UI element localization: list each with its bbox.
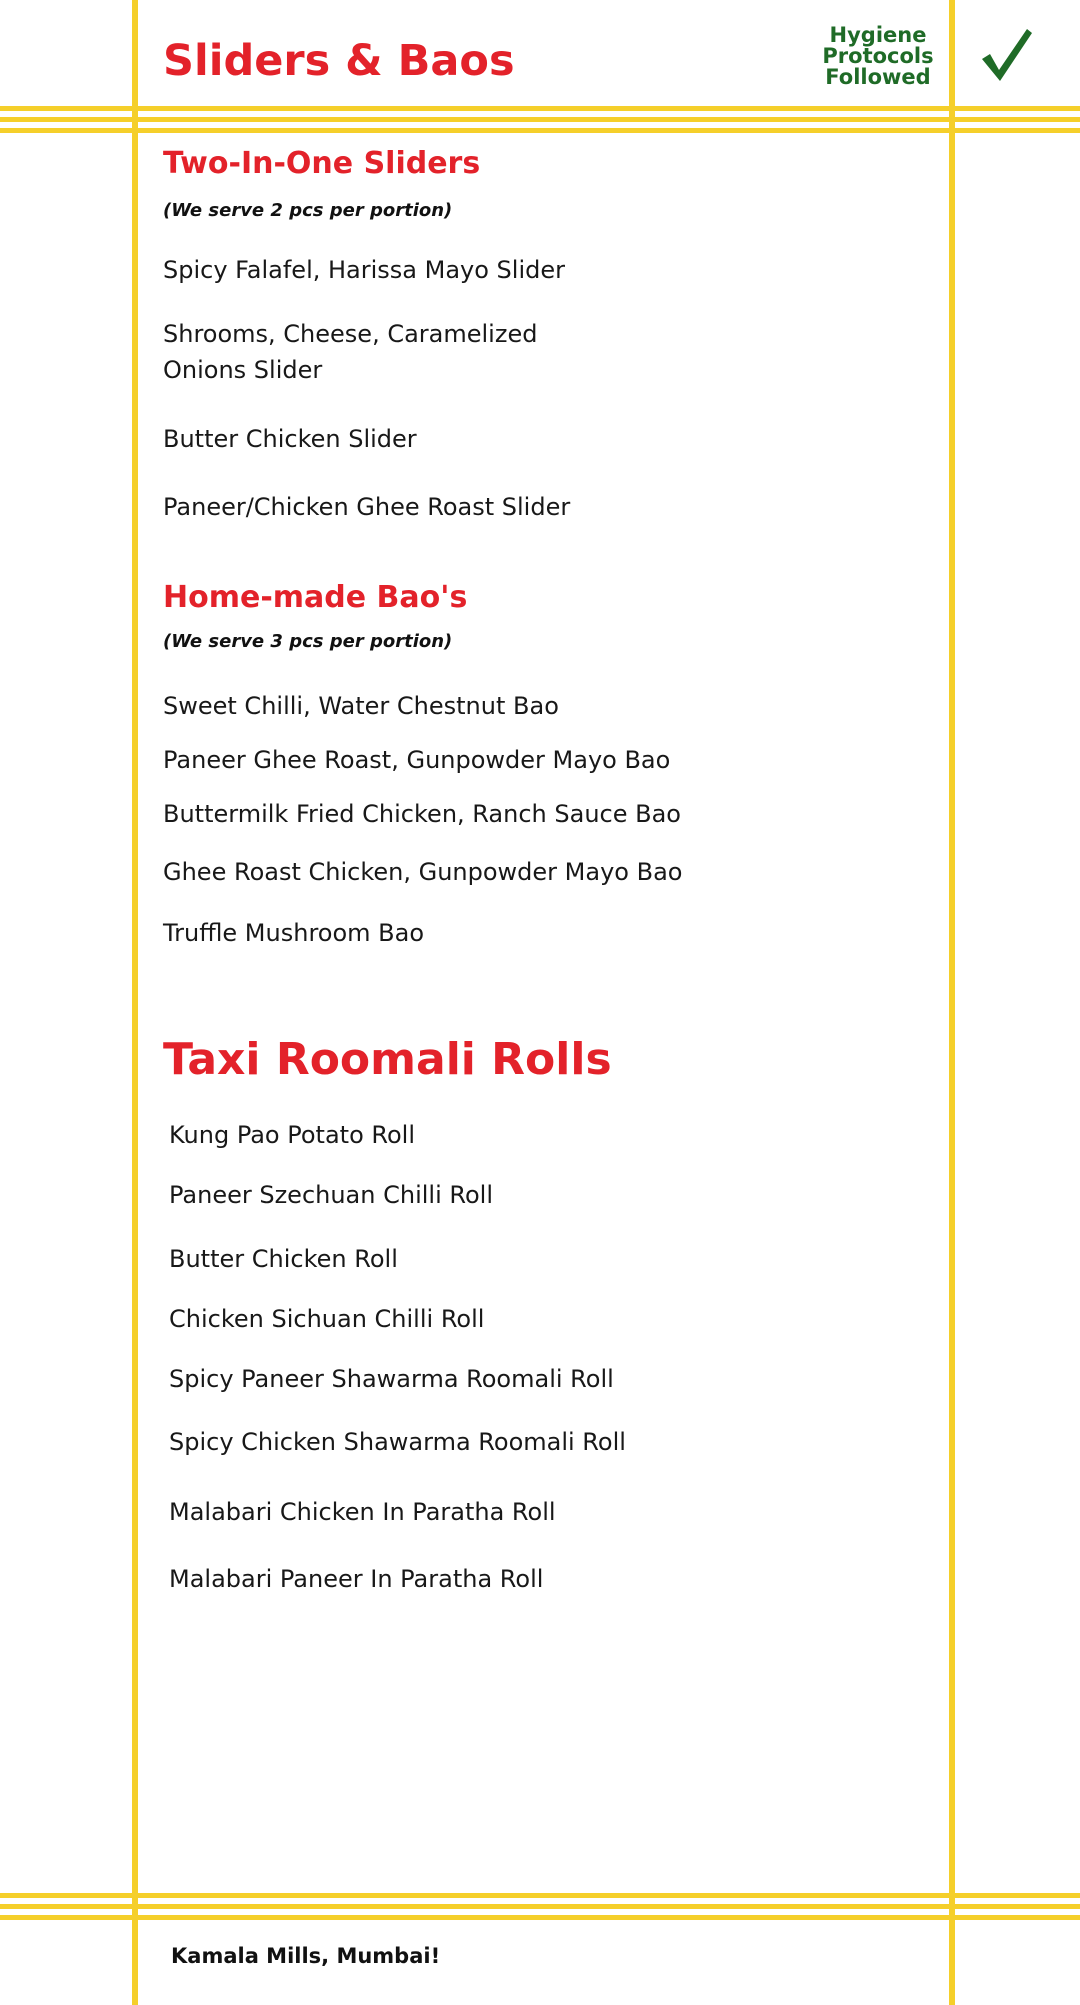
menu-item: Ghee Roast Chicken, Gunpowder Mayo Bao bbox=[163, 858, 683, 886]
frame-stripe bbox=[0, 1893, 1080, 1898]
menu-item: Onions Slider bbox=[163, 356, 323, 384]
footer-location: Kamala Mills, Mumbai! bbox=[171, 1944, 441, 1968]
frame-stripe bbox=[0, 117, 1080, 122]
menu-item: Shrooms, Cheese, Caramelized bbox=[163, 320, 538, 348]
menu-item: Truffle Mushroom Bao bbox=[163, 919, 425, 947]
menu-item: Spicy Falafel, Harissa Mayo Slider bbox=[163, 256, 565, 284]
menu-item: Butter Chicken Slider bbox=[163, 425, 417, 453]
menu-item: Butter Chicken Roll bbox=[169, 1245, 398, 1273]
menu-item: Paneer/Chicken Ghee Roast Slider bbox=[163, 493, 571, 521]
frame-line-left bbox=[132, 0, 138, 2005]
section-note-baos: (We serve 3 pcs per portion) bbox=[163, 631, 453, 652]
menu-item: Kung Pao Potato Roll bbox=[169, 1121, 415, 1149]
hygiene-badge bbox=[808, 25, 948, 88]
checkmark-icon bbox=[978, 25, 1034, 85]
hygiene-line: Followed bbox=[825, 65, 931, 89]
menu-item: Chicken Sichuan Chilli Roll bbox=[169, 1305, 485, 1333]
section-heading-sliders: Two-In-One Sliders bbox=[163, 146, 481, 181]
frame-stripe bbox=[0, 1904, 1080, 1909]
menu-item: Malabari Chicken In Paratha Roll bbox=[169, 1498, 556, 1526]
page-title: Sliders & Baos bbox=[163, 36, 515, 86]
menu-item: Paneer Ghee Roast, Gunpowder Mayo Bao bbox=[163, 746, 671, 774]
menu-item: Sweet Chilli, Water Chestnut Bao bbox=[163, 692, 559, 720]
section-heading-rolls: Taxi Roomali Rolls bbox=[163, 1034, 612, 1085]
menu-item: Malabari Paneer In Paratha Roll bbox=[169, 1565, 544, 1593]
frame-line-right bbox=[949, 0, 955, 2005]
menu-item: Spicy Paneer Shawarma Roomali Roll bbox=[169, 1365, 614, 1393]
menu-item: Buttermilk Fried Chicken, Ranch Sauce Bao bbox=[163, 800, 681, 828]
frame-stripe bbox=[0, 1915, 1080, 1920]
section-note-sliders: (We serve 2 pcs per portion) bbox=[163, 200, 453, 221]
section-heading-baos: Home-made Bao's bbox=[163, 580, 468, 615]
hygiene-line: Hygiene bbox=[829, 23, 927, 47]
frame-stripe bbox=[0, 128, 1080, 133]
menu-item: Spicy Chicken Shawarma Roomali Roll bbox=[169, 1428, 626, 1456]
frame-band-bottom bbox=[0, 1893, 1080, 1921]
frame-stripe bbox=[0, 106, 1080, 111]
menu-item: Paneer Szechuan Chilli Roll bbox=[169, 1181, 493, 1209]
hygiene-line: Protocols bbox=[822, 44, 934, 68]
frame-band-top bbox=[0, 106, 1080, 134]
